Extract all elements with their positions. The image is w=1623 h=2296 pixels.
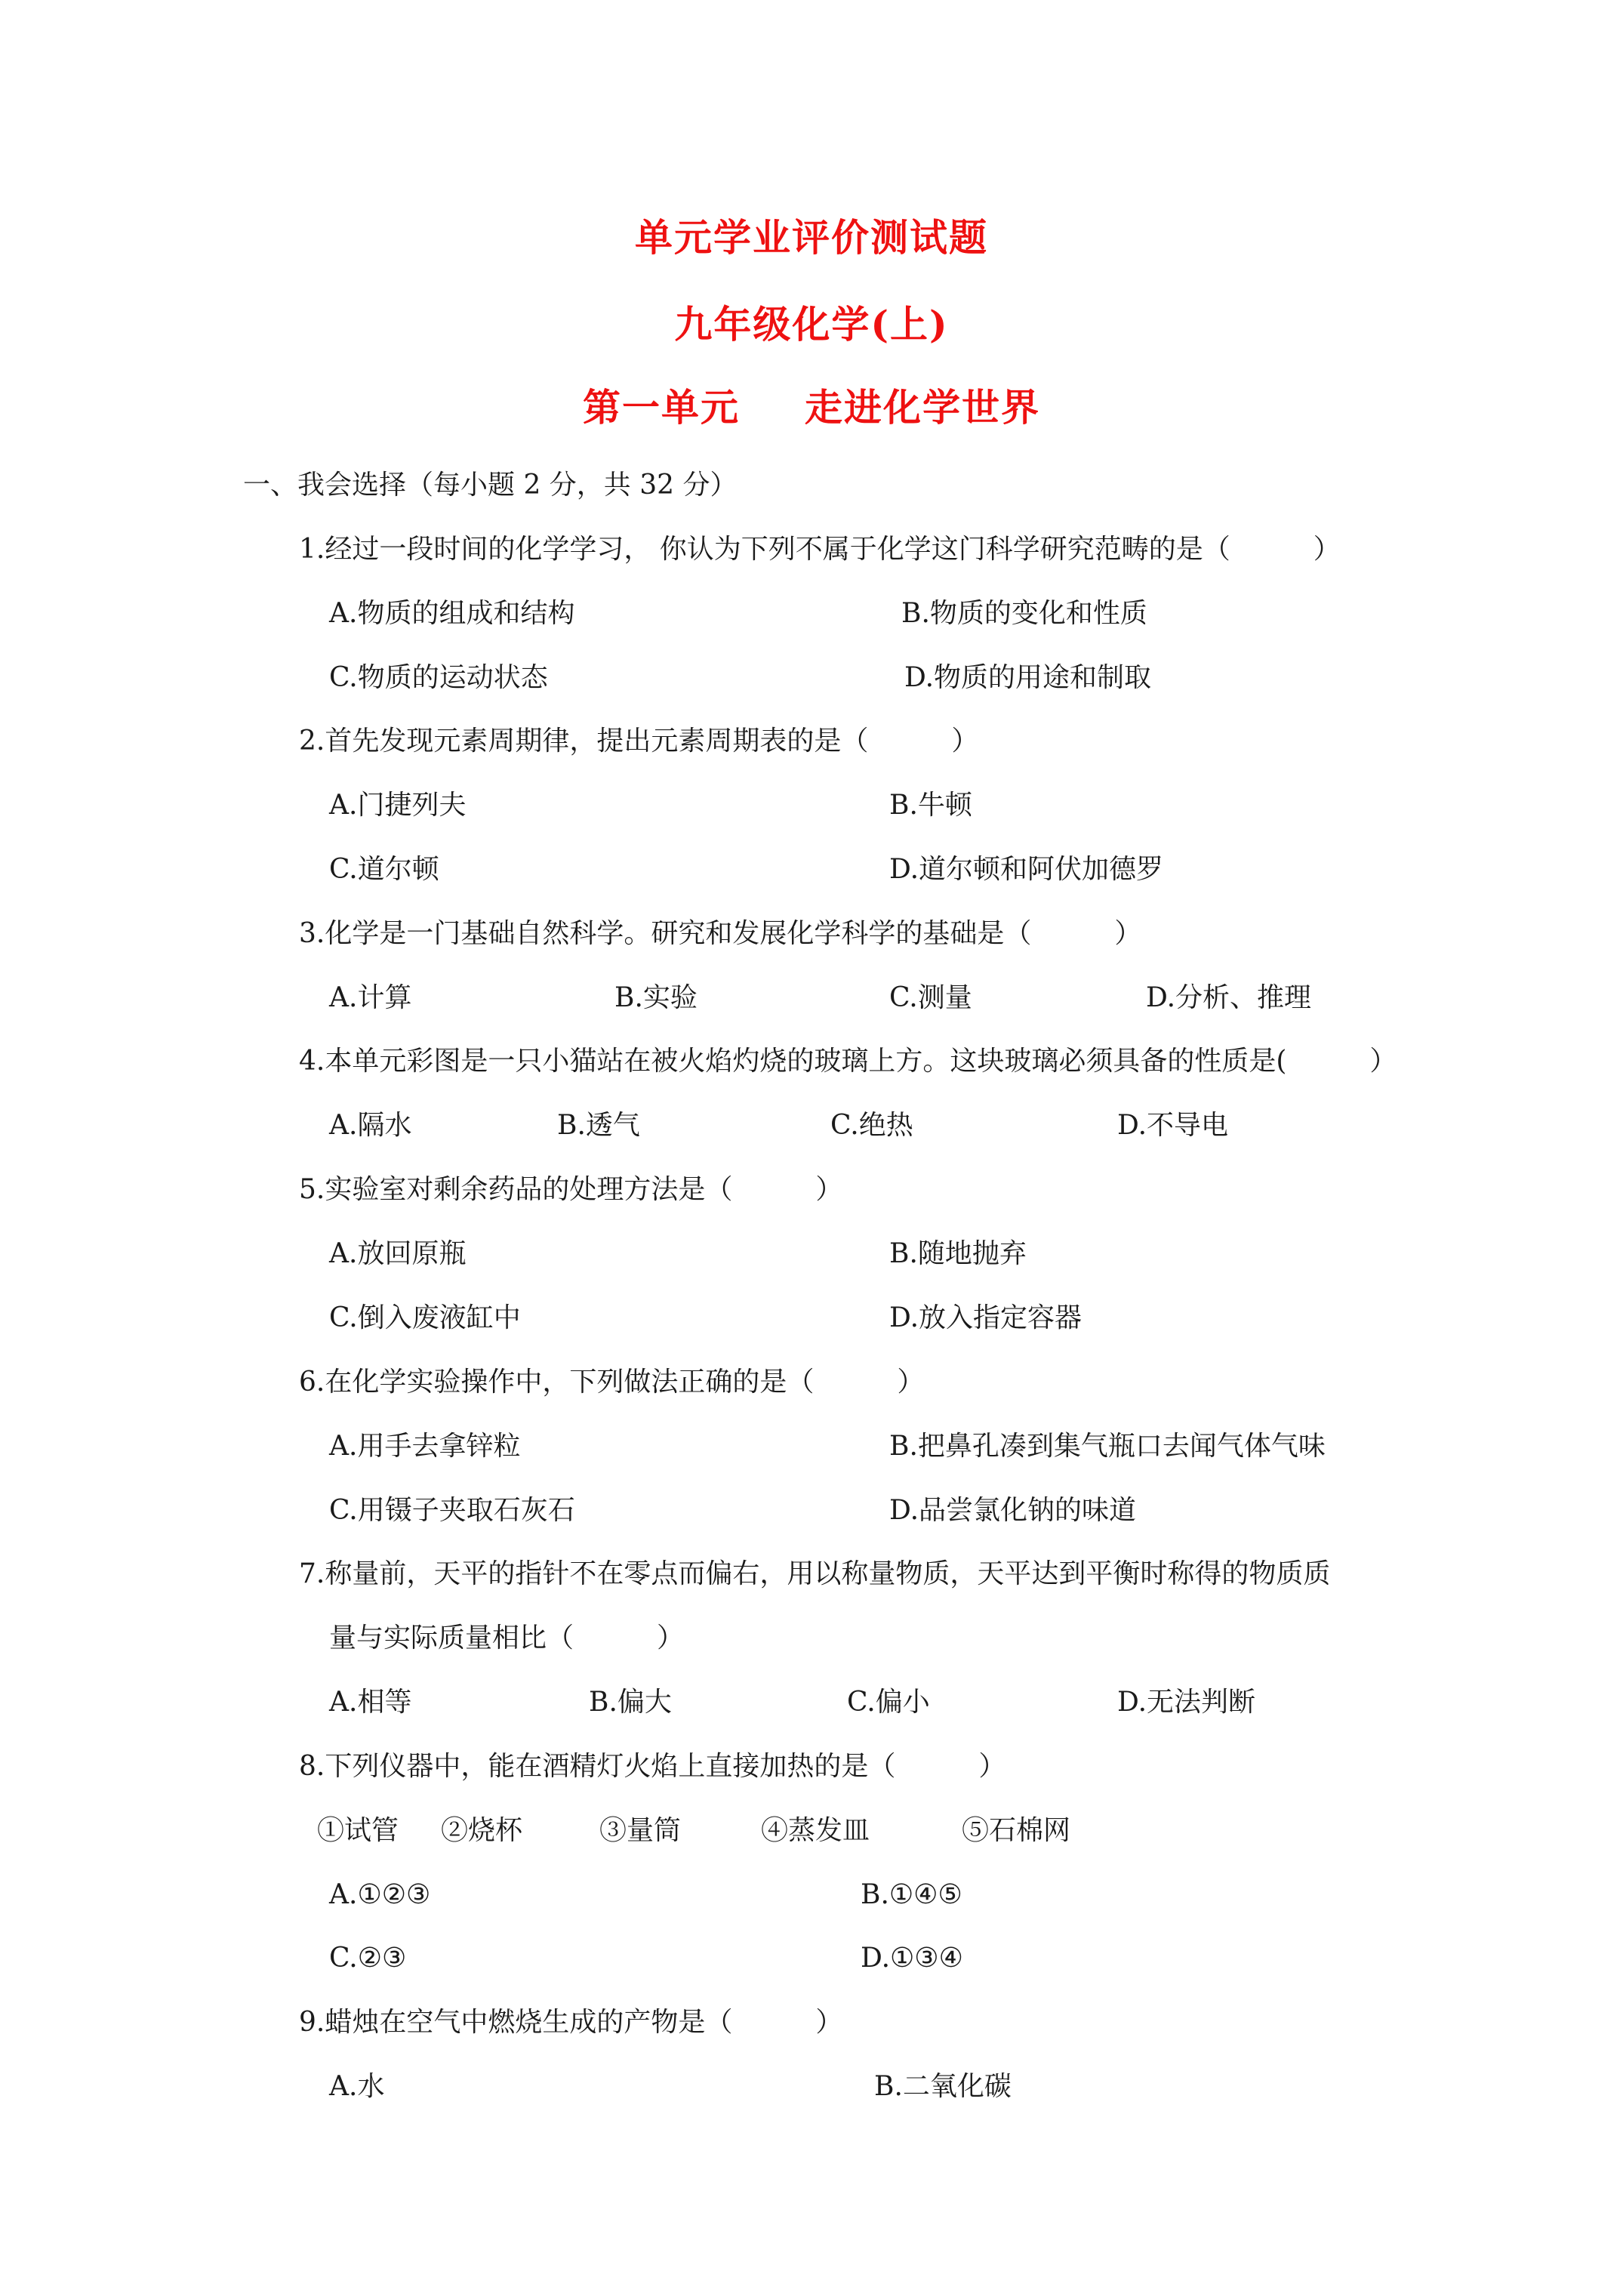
question-3-stem: 3.化学是一门基础自然科学。研究和发展化学科学的基础是（: [299, 918, 1032, 949]
q8-item-3: ③量筒: [599, 1815, 682, 1846]
question-5-close: ）: [815, 1174, 843, 1205]
question-3-close: ）: [1114, 918, 1142, 949]
question-7-stem: 7.称量前，天平的指针不在零点而偏右，用以称量物质，天平达到平衡时称得的物质质: [299, 1558, 1331, 1589]
question-4-stem: 4.本单元彩图是一只小猫站在被火焰灼烧的玻璃上方。这块玻璃必须具备的性质是(: [299, 1046, 1287, 1077]
question-4: [299, 1043, 1397, 1080]
q1-option-d: D.物质的用途和制取: [904, 662, 1152, 693]
q4-option-b: B.透气: [557, 1110, 640, 1141]
q6-option-b: B.把鼻孔凑到集气瓶口去闻气体气味: [889, 1431, 1326, 1462]
q1-option-c: C.物质的运动状态: [329, 662, 548, 693]
question-4-close: ）: [1369, 1046, 1397, 1077]
q6-option-d: D.品尝氯化钠的味道: [889, 1495, 1137, 1526]
q2-option-d: D.道尔顿和阿伏加德罗: [889, 854, 1164, 885]
q1-option-a: A.物质的组成和结构: [329, 598, 575, 629]
q8-option-c: C.②③: [329, 1943, 407, 1974]
q5-option-c: C.倒入废液缸中: [329, 1302, 521, 1333]
q1-option-b: B.物质的变化和性质: [901, 598, 1147, 629]
q8-item-4: ④蒸发皿: [761, 1815, 870, 1846]
question-8-close: ）: [978, 1751, 1006, 1782]
q9-option-a: A.水: [329, 2071, 385, 2102]
q8-option-b: B.①④⑤: [861, 1879, 962, 1910]
q4-option-d: D.不导电: [1117, 1110, 1229, 1141]
question-9: [299, 2004, 842, 2042]
q2-option-b: B.牛顿: [889, 790, 972, 821]
unit-number: 第一单元: [583, 385, 740, 430]
q7-option-b: B.偏大: [589, 1687, 672, 1718]
question-6-close: ）: [897, 1367, 925, 1398]
q7-option-c: C.偏小: [847, 1687, 930, 1718]
q7-option-a: A.相等: [329, 1687, 412, 1718]
question-1-close: ）: [1313, 534, 1341, 565]
q5-option-d: D.放入指定容器: [889, 1302, 1083, 1333]
question-8: [299, 1748, 1006, 1786]
grade-subtitle: 九年级化学(上): [674, 302, 949, 347]
q4-option-a: A.隔水: [329, 1110, 412, 1141]
question-9-stem: 9.蜡烛在空气中燃烧生成的产物是（: [299, 2007, 733, 2038]
unit-name: 走进化学世界: [805, 385, 1040, 430]
question-1: [299, 531, 1341, 569]
q7-option-d: D.无法判断: [1117, 1687, 1256, 1718]
q5-option-a: A.放回原瓶: [329, 1238, 467, 1269]
exam-title: 单元学业评价测试题: [635, 215, 988, 260]
q5-option-b: B.随地抛弃: [889, 1238, 1027, 1269]
q2-option-a: A.门捷列夫: [329, 790, 467, 821]
question-2: [299, 723, 978, 760]
q8-item-2: ②烧杯: [441, 1815, 523, 1846]
q3-option-a: A.计算: [329, 982, 412, 1013]
q6-option-a: A.用手去拿锌粒: [329, 1431, 521, 1462]
q9-option-b: B.二氧化碳: [874, 2071, 1012, 2102]
question-7-stem2: 量与实际质量相比（: [329, 1623, 574, 1653]
q8-option-d: D.①③④: [861, 1943, 963, 1974]
question-7-close: ）: [657, 1623, 685, 1653]
question-2-close: ）: [951, 726, 979, 757]
question-6: [299, 1364, 924, 1401]
q8-item-1: ①试管: [317, 1815, 399, 1846]
question-5-stem: 5.实验室对剩余药品的处理方法是（: [299, 1174, 733, 1205]
section-heading: 一、我会选择（每小题 2 分，共 32 分）: [243, 470, 738, 501]
question-8-stem: 8.下列仪器中，能在酒精灯火焰上直接加热的是（: [299, 1751, 896, 1782]
q4-option-c: C.绝热: [830, 1110, 913, 1141]
question-1-stem: 1.经过一段时间的化学学习， 你认为下列不属于化学这门科学研究范畴的是（: [299, 534, 1230, 565]
q3-option-c: C.测量: [889, 982, 972, 1013]
question-2-stem: 2.首先发现元素周期律，提出元素周期表的是（: [299, 726, 869, 757]
question-3: [299, 915, 1141, 953]
q2-option-c: C.道尔顿: [329, 854, 439, 885]
question-9-close: ）: [815, 2007, 843, 2038]
q3-option-d: D.分析、推理: [1146, 982, 1312, 1013]
q8-option-a: A.①②③: [329, 1879, 431, 1910]
q6-option-c: C.用镊子夹取石灰石: [329, 1495, 575, 1526]
q3-option-b: B.实验: [614, 982, 698, 1013]
q8-item-5: ⑤石棉网: [962, 1815, 1071, 1846]
question-7-stem-cont: [329, 1620, 684, 1657]
unit-title: [0, 385, 1623, 430]
question-6-stem: 6.在化学实验操作中，下列做法正确的是（: [299, 1367, 815, 1398]
question-5: [299, 1171, 842, 1209]
